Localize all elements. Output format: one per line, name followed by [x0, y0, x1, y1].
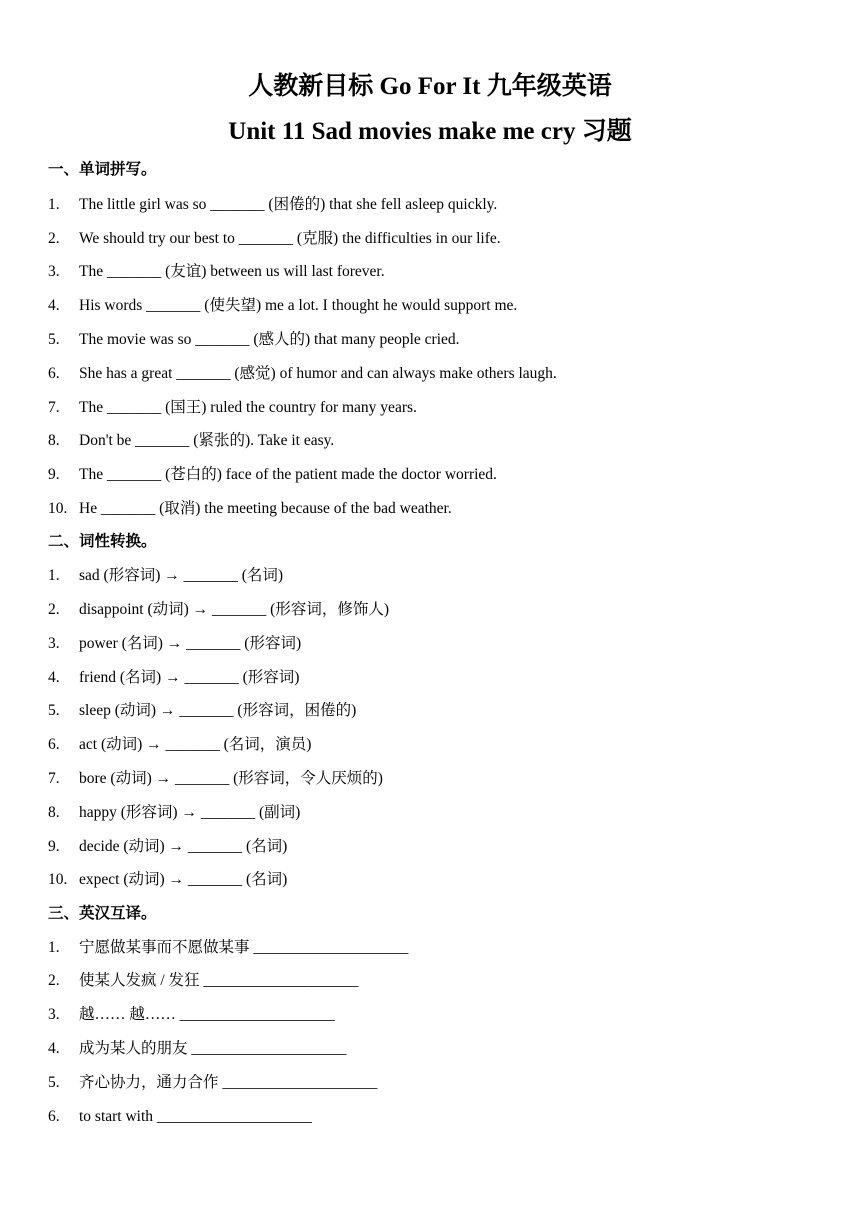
item-text: happy (形容词) → _______ (副词)	[79, 804, 301, 821]
item-number: 9.	[48, 838, 60, 855]
page-title: 人教新目标 Go For It 九年级英语	[248, 73, 612, 100]
item-text: The _______ (苍白的) face of the patient made the doctor worried.	[79, 466, 497, 483]
item-number: 4.	[48, 1040, 60, 1057]
item-text: friend (名词) → _______ (形容词)	[79, 669, 300, 686]
item-number: 8.	[48, 804, 60, 821]
item-text: 成为某人的朋友 ____________________	[79, 1040, 347, 1057]
item-text: disappoint (动词) → _______ (形容词，修饰人)	[79, 601, 389, 618]
section-heading-translation: 三、英汉互译。	[48, 905, 157, 922]
item-number: 6.	[48, 1108, 60, 1125]
item-number: 3.	[48, 635, 60, 652]
item-text: power (名词) → _______ (形容词)	[79, 635, 302, 652]
item-number: 5.	[48, 702, 60, 719]
item-text: 越…… 越…… ____________________	[79, 1006, 335, 1023]
item-number: 9.	[48, 466, 60, 483]
item-number: 6.	[48, 365, 60, 382]
item-text: We should try our best to _______ (克服) the difficulties in our life.	[79, 230, 501, 247]
item-text: 宁愿做某事而不愿做某事 ____________________	[79, 939, 409, 956]
item-text: He _______ (取消) the meeting because of the bad weather.	[79, 500, 452, 517]
item-text: The _______ (友谊) between us will last forever.	[79, 263, 385, 280]
item-text: She has a great _______ (感觉) of humor and can always make others laugh.	[79, 365, 557, 382]
item-number: 3.	[48, 1006, 60, 1023]
item-number: 4.	[48, 669, 60, 686]
item-number: 6.	[48, 736, 60, 753]
section-heading-spelling: 一、单词拼写。	[48, 161, 157, 178]
item-text: 齐心协力，通力合作 ____________________	[79, 1074, 378, 1091]
item-number: 2.	[48, 601, 60, 618]
item-number: 3.	[48, 263, 60, 280]
item-text: decide (动词) → _______ (名词)	[79, 838, 288, 855]
item-number: 8.	[48, 432, 60, 449]
item-text: His words _______ (使失望) me a lot. I thought he would support me.	[79, 297, 518, 314]
page-subtitle: Unit 11 Sad movies make me cry 习题	[228, 118, 632, 145]
item-text: 使某人发疯 / 发狂 ____________________	[79, 972, 359, 989]
item-number: 4.	[48, 297, 60, 314]
item-number: 5.	[48, 331, 60, 348]
item-number: 5.	[48, 1074, 60, 1091]
item-text: The _______ (国王) ruled the country for many years.	[79, 399, 417, 416]
item-text: The little girl was so _______ (困倦的) that she fell asleep quickly.	[79, 196, 498, 213]
item-number: 10.	[48, 871, 68, 888]
item-number: 1.	[48, 196, 60, 213]
item-number: 2.	[48, 972, 60, 989]
item-number: 10.	[48, 500, 68, 517]
item-number: 1.	[48, 939, 60, 956]
item-text: Don't be _______ (紧张的). Take it easy.	[79, 432, 335, 449]
item-text: expect (动词) → _______ (名词)	[79, 871, 288, 888]
item-number: 7.	[48, 770, 60, 787]
item-number: 1.	[48, 567, 60, 584]
item-text: bore (动词) → _______ (形容词，令人厌烦的)	[79, 770, 383, 787]
item-text: sad (形容词) → _______ (名词)	[79, 567, 284, 584]
item-number: 2.	[48, 230, 60, 247]
item-text: The movie was so _______ (感人的) that many people cried.	[79, 331, 460, 348]
item-text: to start with ____________________	[79, 1108, 312, 1125]
section-heading-word-forms: 二、词性转换。	[48, 533, 157, 550]
item-text: act (动词) → _______ (名词，演员)	[79, 736, 312, 753]
item-text: sleep (动词) → _______ (形容词，困倦的)	[79, 702, 357, 719]
item-number: 7.	[48, 399, 60, 416]
